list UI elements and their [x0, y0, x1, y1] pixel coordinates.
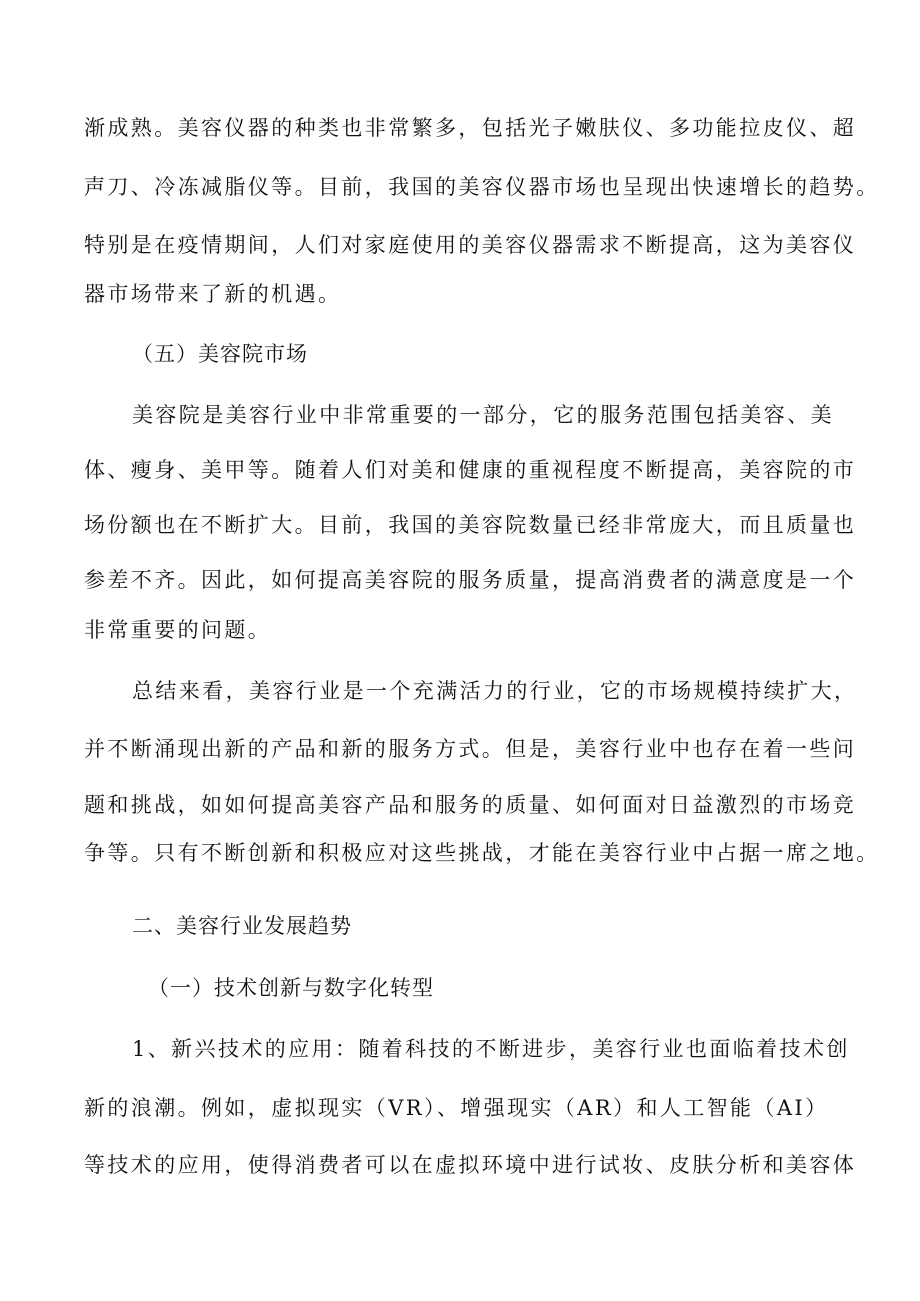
paragraph-line: 器市场带来了新的机遇。: [84, 282, 342, 306]
paragraph-line: 等技术的应用，使得消费者可以在虚拟环境中进行试妆、皮肤分析和美容体: [84, 1153, 857, 1177]
paragraph-line: 并不断涌现出新的产品和新的服务方式。但是，美容行业中也存在着一些问: [84, 737, 857, 761]
paragraph-line: 总结来看，美容行业是一个充满活力的行业，它的市场规模持续扩大，: [132, 679, 858, 703]
section-heading: （一）技术创新与数字化转型: [148, 976, 434, 1000]
paragraph-line: 体、瘦身、美甲等。随着人们对美和健康的重视程度不断提高，美容院的市: [84, 458, 857, 482]
paragraph-line: 争等。只有不断创新和积极应对这些挑战，才能在美容行业中占据一席之地。: [84, 841, 880, 865]
paragraph-line: 特别是在疫情期间，人们对家庭使用的美容仪器需求不断提高，这为美容仪: [84, 233, 857, 257]
paragraph-line: 1、新兴技术的应用：随着科技的不断进步，美容行业也面临着技术创: [132, 1037, 850, 1061]
paragraph-line: 参差不齐。因此，如何提高美容院的服务质量，提高消费者的满意度是一个: [84, 568, 857, 592]
paragraph-line: 题和挑战，如如何提高美容产品和服务的质量、如何面对日益激烈的市场竞: [84, 793, 857, 817]
chapter-heading: 二、美容行业发展趋势: [132, 914, 352, 938]
section-heading: （五）美容院市场: [132, 342, 308, 366]
paragraph-line: 新的浪潮。例如，虚拟现实（VR）、增强现实（AR）和人工智能（AI）: [84, 1096, 829, 1120]
paragraph-line: 美容院是美容行业中非常重要的一部分，它的服务范围包括美容、美: [132, 403, 834, 427]
paragraph-line: 非常重要的问题。: [84, 618, 272, 642]
paragraph-line: 场份额也在不断扩大。目前，我国的美容院数量已经非常庞大，而且质量也: [84, 513, 857, 537]
paragraph-line: 声刀、冷冻减脂仪等。目前，我国的美容仪器市场也呈现出快速增长的趋势。: [84, 175, 880, 199]
paragraph-line: 渐成熟。美容仪器的种类也非常繁多，包括光子嫩肤仪、多功能拉皮仪、超: [84, 116, 857, 140]
